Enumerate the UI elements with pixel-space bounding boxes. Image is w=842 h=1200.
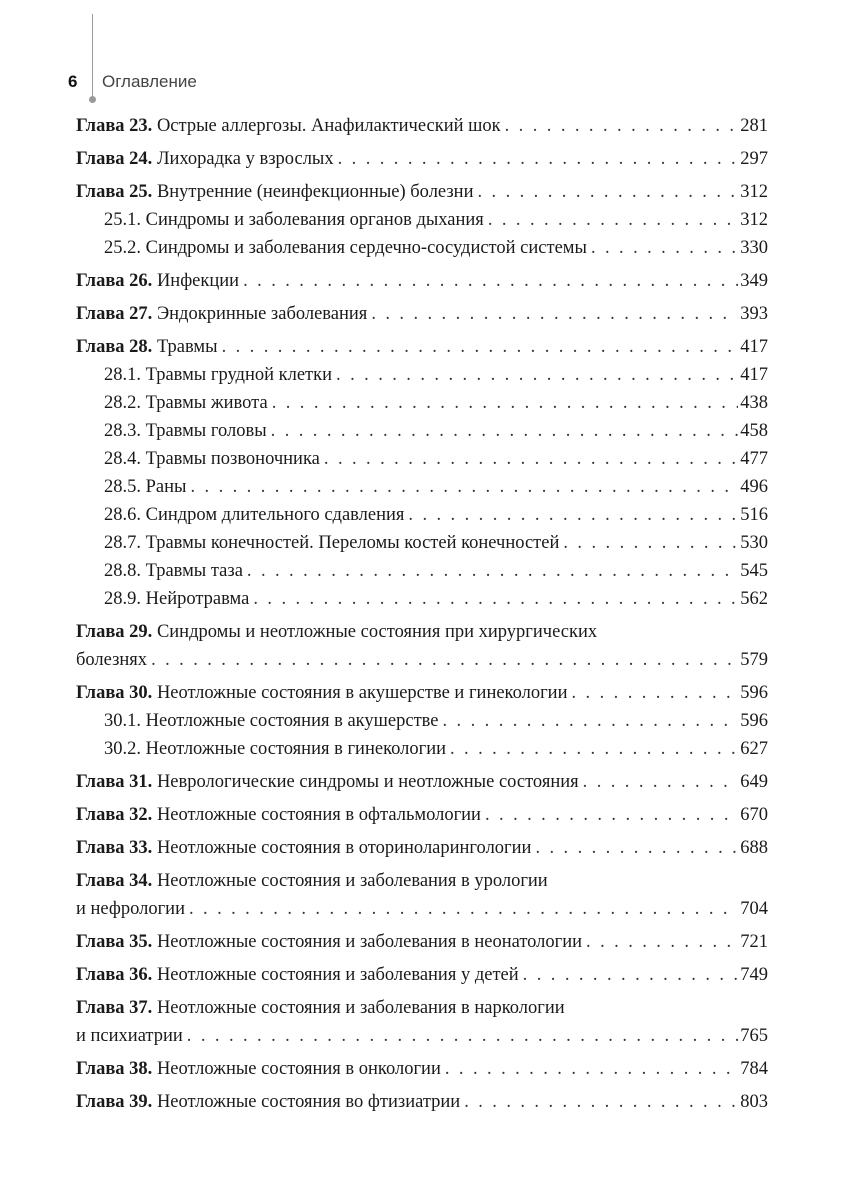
toc-chapter-37	[76, 994, 768, 1050]
page-ref: 803	[740, 1092, 768, 1112]
toc-subsection	[76, 585, 768, 613]
subsection-title: 28.7. Травмы конечностей. Переломы костей конечностей	[104, 533, 560, 553]
page-ref: 579	[740, 650, 768, 670]
chapter-title-continued: и психиатрии	[76, 1026, 183, 1046]
toc-entry	[76, 801, 768, 829]
toc-entry-line-2	[76, 646, 768, 674]
toc-entry	[76, 1055, 768, 1083]
dot-leader	[187, 1022, 738, 1050]
chapter-title: Неотложные состояния в оториноларингологии	[156, 838, 532, 858]
subsection-title: 28.2. Травмы живота	[104, 393, 268, 413]
page-ref: 596	[740, 711, 768, 731]
chapter-title: Острые аллергозы. Анафилактический шок	[156, 116, 501, 136]
chapter-title: Неотложные состояния и заболевания у детей	[156, 965, 519, 985]
toc-chapter-34	[76, 867, 768, 923]
page-ref: 784	[740, 1059, 768, 1079]
page-ref: 297	[740, 149, 768, 169]
page-ref: 596	[740, 683, 768, 703]
toc-entry-line-1	[76, 618, 768, 646]
chapter-label: Глава 24.	[76, 149, 153, 169]
subsection-title: 28.5. Раны	[104, 477, 187, 497]
table-of-contents	[76, 112, 768, 1116]
toc-subsection	[76, 417, 768, 445]
dot-leader	[253, 585, 738, 613]
dot-leader	[189, 895, 738, 923]
dot-leader	[151, 646, 738, 674]
toc-chapter-26	[76, 267, 768, 295]
dot-leader	[271, 417, 739, 445]
toc-chapter-38	[76, 1055, 768, 1083]
toc-chapter-39	[76, 1088, 768, 1116]
subsection-title: 28.8. Травмы таза	[104, 561, 243, 581]
page-ref: 330	[740, 238, 768, 258]
subsection-title: 28.9. Нейротравма	[104, 589, 250, 609]
chapter-title: Неотложные состояния и заболевания в урологии	[156, 871, 548, 891]
dot-leader	[477, 178, 738, 206]
chapter-label: Глава 36.	[76, 965, 153, 985]
dot-leader	[222, 333, 739, 361]
chapter-title: Внутренние (неинфекционные) болезни	[156, 182, 474, 202]
chapter-label: Глава 33.	[76, 838, 153, 858]
dot-leader	[572, 679, 739, 707]
page-ref: 312	[740, 210, 768, 230]
toc-entry	[76, 679, 768, 707]
page-ref: 545	[740, 561, 768, 581]
toc-subsection	[76, 361, 768, 389]
dot-leader	[247, 557, 738, 585]
toc-subsection	[76, 735, 768, 763]
subsection-title: 28.3. Травмы головы	[104, 421, 267, 441]
page-ref: 530	[740, 533, 768, 553]
chapter-title: Неотложные состояния во фтизиатрии	[156, 1092, 461, 1112]
page-ref: 496	[740, 477, 768, 497]
subsection-title: 30.2. Неотложные состояния в гинекологии	[104, 739, 446, 759]
toc-subsection	[76, 389, 768, 417]
chapter-title: Травмы	[156, 337, 218, 357]
toc-chapter-33	[76, 834, 768, 862]
dot-leader	[488, 206, 738, 234]
toc-subsection	[76, 707, 768, 735]
chapter-label: Глава 37.	[76, 998, 153, 1018]
page-ref: 627	[740, 739, 768, 759]
chapter-title: Неотложные состояния и заболевания в неонатологии	[156, 932, 583, 952]
dot-leader	[338, 145, 739, 173]
dot-leader	[505, 112, 739, 140]
toc-entry	[76, 267, 768, 295]
toc-chapter-28	[76, 333, 768, 613]
toc-entry-line-1	[76, 994, 768, 1022]
chapter-title: Лихорадка у взрослых	[156, 149, 334, 169]
toc-entry	[76, 178, 768, 206]
page-ref: 393	[740, 304, 768, 324]
page-ref: 458	[740, 421, 768, 441]
page-ref: 438	[740, 393, 768, 413]
toc-entry-line-2	[76, 1022, 768, 1050]
toc-subsection	[76, 445, 768, 473]
toc-subsection	[76, 501, 768, 529]
dot-leader	[443, 707, 739, 735]
chapter-label: Глава 31.	[76, 772, 153, 792]
dot-leader	[324, 445, 738, 473]
header-rule	[92, 14, 93, 100]
dot-leader	[408, 501, 738, 529]
page-ref: 417	[740, 337, 768, 357]
page-ref: 349	[740, 271, 768, 291]
dot-leader	[336, 361, 738, 389]
toc-entry	[76, 112, 768, 140]
toc-chapter-29	[76, 618, 768, 674]
chapter-label: Глава 27.	[76, 304, 153, 324]
subsection-title: 28.4. Травмы позвоночника	[104, 449, 320, 469]
toc-entry	[76, 333, 768, 361]
dot-leader	[243, 267, 738, 295]
toc-entry	[76, 145, 768, 173]
chapter-label: Глава 39.	[76, 1092, 153, 1112]
chapter-label: Глава 29.	[76, 622, 153, 642]
dot-leader	[591, 234, 738, 262]
dot-leader	[371, 300, 738, 328]
toc-entry-line-1	[76, 867, 768, 895]
toc-chapter-36	[76, 961, 768, 989]
chapter-title: Неотложные состояния и заболевания в наркологии	[156, 998, 565, 1018]
toc-chapter-31	[76, 768, 768, 796]
chapter-label: Глава 34.	[76, 871, 153, 891]
toc-chapter-27	[76, 300, 768, 328]
subsection-title: 28.1. Травмы грудной клетки	[104, 365, 333, 385]
toc-chapter-30	[76, 679, 768, 763]
toc-entry	[76, 1088, 768, 1116]
dot-leader	[272, 389, 739, 417]
toc-subsection	[76, 234, 768, 262]
chapter-title: Неотложные состояния в офтальмологии	[156, 805, 481, 825]
page-ref: 312	[740, 182, 768, 202]
toc-entry	[76, 928, 768, 956]
chapter-title-continued: болезнях	[76, 650, 148, 670]
toc-chapter-35	[76, 928, 768, 956]
dot-leader	[445, 1055, 738, 1083]
subsection-title: 30.1. Неотложные состояния в акушерстве	[104, 711, 439, 731]
dot-leader	[586, 928, 738, 956]
subsection-title: 25.2. Синдромы и заболевания сердечно-сосудистой системы	[104, 238, 587, 258]
chapter-label: Глава 23.	[76, 116, 153, 136]
page-ref: 688	[740, 838, 768, 858]
page-ref: 704	[740, 899, 768, 919]
page-ref: 417	[740, 365, 768, 385]
page-number: 6	[68, 72, 78, 91]
chapter-title-continued: и нефрологии	[76, 899, 185, 919]
page-ref: 281	[740, 116, 768, 136]
chapter-title: Инфекции	[156, 271, 240, 291]
toc-chapter-32	[76, 801, 768, 829]
toc-chapter-23	[76, 112, 768, 140]
dot-leader	[190, 473, 738, 501]
chapter-label: Глава 38.	[76, 1059, 153, 1079]
chapter-label: Глава 32.	[76, 805, 153, 825]
toc-entry-line-2	[76, 895, 768, 923]
toc-subsection	[76, 529, 768, 557]
dot-leader	[485, 801, 738, 829]
dot-leader	[563, 529, 738, 557]
page-ref: 721	[740, 932, 768, 952]
chapter-title: Синдромы и неотложные состояния при хирургических	[156, 622, 598, 642]
dot-leader	[535, 834, 738, 862]
chapter-label: Глава 35.	[76, 932, 153, 952]
chapter-label: Глава 25.	[76, 182, 153, 202]
chapter-label: Глава 28.	[76, 337, 153, 357]
dot-leader	[523, 961, 739, 989]
toc-subsection	[76, 473, 768, 501]
page-ref: 562	[740, 589, 768, 609]
page-ref: 670	[740, 805, 768, 825]
toc-entry	[76, 300, 768, 328]
toc-entry	[76, 834, 768, 862]
toc-chapter-25	[76, 178, 768, 262]
dot-leader	[464, 1088, 738, 1116]
header-rule-dot	[89, 96, 96, 103]
page-ref: 649	[740, 772, 768, 792]
page-ref: 477	[740, 449, 768, 469]
page-ref: 749	[740, 965, 768, 985]
toc-entry	[76, 961, 768, 989]
toc-subsection	[76, 557, 768, 585]
toc-chapter-24	[76, 145, 768, 173]
chapter-label: Глава 30.	[76, 683, 153, 703]
dot-leader	[450, 735, 738, 763]
page-ref: 765	[740, 1026, 768, 1046]
dot-leader	[583, 768, 739, 796]
toc-entry	[76, 768, 768, 796]
chapter-label: Глава 26.	[76, 271, 153, 291]
chapter-title: Неотложные состояния в онкологии	[156, 1059, 441, 1079]
subsection-title: 28.6. Синдром длительного сдавления	[104, 505, 405, 525]
chapter-title: Неотложные состояния в акушерстве и гинекологии	[156, 683, 568, 703]
toc-subsection	[76, 206, 768, 234]
chapter-title: Эндокринные заболевания	[156, 304, 368, 324]
running-header-title: Оглавление	[102, 72, 197, 91]
subsection-title: 25.1. Синдромы и заболевания органов дыхания	[104, 210, 484, 230]
page-ref: 516	[740, 505, 768, 525]
chapter-title: Неврологические синдромы и неотложные состояния	[156, 772, 579, 792]
